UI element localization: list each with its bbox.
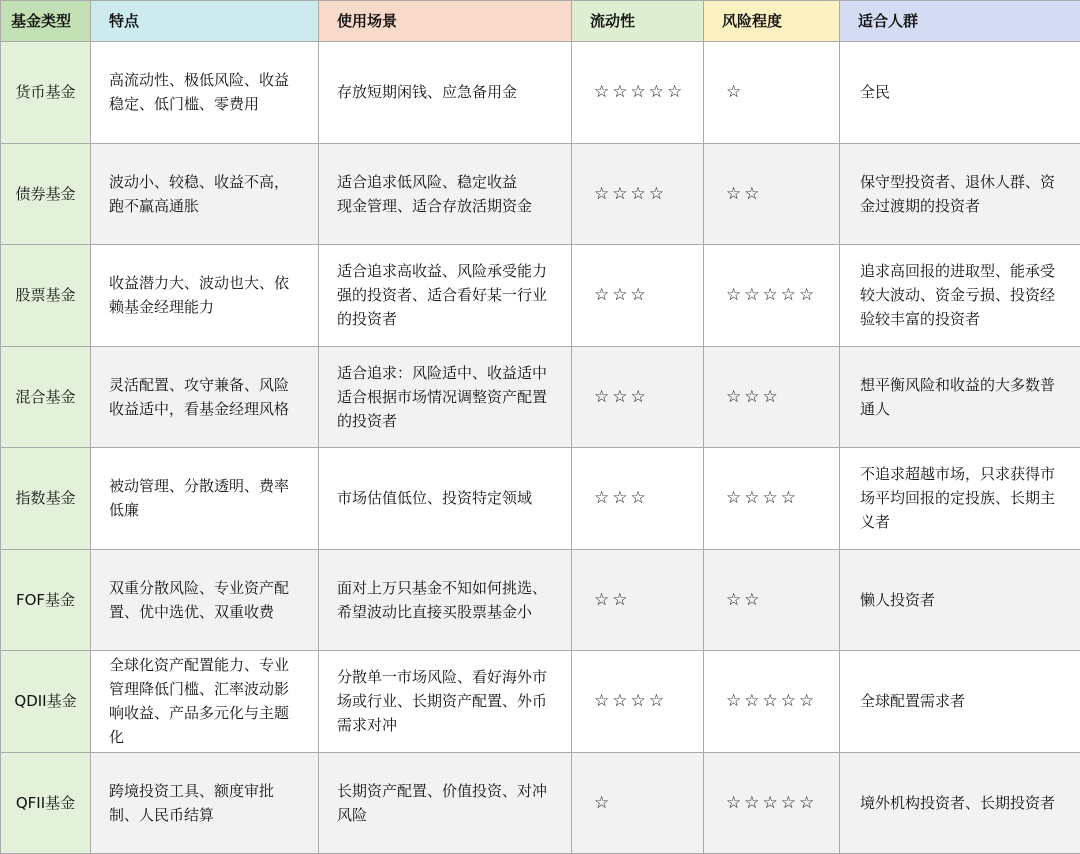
- header-row: [1, 1, 1080, 42]
- fund-type-cell: 股票基金: [1, 245, 91, 347]
- audience-cell: 全球配置需求者: [840, 651, 1080, 753]
- risk-rating: ☆☆☆☆☆: [704, 651, 840, 753]
- liquidity-rating: ☆☆☆☆: [572, 651, 704, 753]
- header-usage: 使用场景: [319, 1, 572, 42]
- audience-cell: 想平衡风险和收益的大多数普通人: [840, 346, 1080, 448]
- features-cell: 波动小、较稳、收益不高，跑不赢高通胀: [91, 143, 319, 245]
- header-fund-type: 基金类型: [1, 1, 91, 42]
- risk-rating: ☆☆☆☆☆: [704, 245, 840, 347]
- fund-type-cell: FOF基金: [1, 549, 91, 651]
- risk-rating: ☆☆: [704, 143, 840, 245]
- liquidity-rating: ☆☆☆☆: [572, 143, 704, 245]
- table-row: [1, 448, 1080, 550]
- usage-cell: 分散单一市场风险、看好海外市场或行业、长期资产配置、外币需求对冲: [319, 651, 572, 753]
- audience-cell: 境外机构投资者、长期投资者: [840, 752, 1080, 854]
- header-features: 特点: [91, 1, 319, 42]
- risk-rating: ☆: [704, 42, 840, 144]
- table-row: [1, 651, 1080, 753]
- table-row: [1, 42, 1080, 144]
- header-risk: 风险程度: [704, 1, 840, 42]
- audience-cell: 不追求超越市场，只求获得市场平均回报的定投族、长期主义者: [840, 448, 1080, 550]
- liquidity-rating: ☆☆☆: [572, 346, 704, 448]
- table-row: [1, 143, 1080, 245]
- features-cell: 收益潜力大、波动也大、依赖基金经理能力: [91, 245, 319, 347]
- risk-rating: ☆☆☆: [704, 346, 840, 448]
- liquidity-rating: ☆☆☆: [572, 245, 704, 347]
- usage-cell: 市场估值低位、投资特定领域: [319, 448, 572, 550]
- audience-cell: 懒人投资者: [840, 549, 1080, 651]
- usage-cell: 适合追求高收益、风险承受能力强的投资者、适合看好某一行业的投资者: [319, 245, 572, 347]
- liquidity-rating: ☆: [572, 752, 704, 854]
- risk-rating: ☆☆☆☆: [704, 448, 840, 550]
- usage-cell: 存放短期闲钱、应急备用金: [319, 42, 572, 144]
- usage-cell: 长期资产配置、价值投资、对冲风险: [319, 752, 572, 854]
- audience-cell: 保守型投资者、退休人群、资金过渡期的投资者: [840, 143, 1080, 245]
- table-row: [1, 346, 1080, 448]
- features-cell: 被动管理、分散透明、费率低廉: [91, 448, 319, 550]
- liquidity-rating: ☆☆☆: [572, 448, 704, 550]
- usage-cell: 适合追求：风险适中、收益适中 适合根据市场情况调整资产配置的投资者: [319, 346, 572, 448]
- usage-cell: 适合追求低风险、稳定收益 现金管理、适合存放活期资金: [319, 143, 572, 245]
- risk-rating: ☆☆☆☆☆: [704, 752, 840, 854]
- header-audience: 适合人群: [840, 1, 1080, 42]
- fund-type-cell: QFII基金: [1, 752, 91, 854]
- liquidity-rating: ☆☆: [572, 549, 704, 651]
- fund-type-cell: 指数基金: [1, 448, 91, 550]
- header-liquidity: 流动性: [572, 1, 704, 42]
- features-cell: 高流动性、极低风险、收益稳定、低门槛、零费用: [91, 42, 319, 144]
- table-row: [1, 752, 1080, 854]
- table-row: [1, 245, 1080, 347]
- risk-rating: ☆☆: [704, 549, 840, 651]
- features-cell: 灵活配置、攻守兼备、风险收益适中，看基金经理风格: [91, 346, 319, 448]
- features-cell: 跨境投资工具、额度审批制、人民币结算: [91, 752, 319, 854]
- fund-type-cell: QDII基金: [1, 651, 91, 753]
- audience-cell: 全民: [840, 42, 1080, 144]
- features-cell: 全球化资产配置能力、专业管理降低门槛、汇率波动影响收益、产品多元化与主题化: [91, 651, 319, 753]
- fund-type-cell: 货币基金: [1, 42, 91, 144]
- liquidity-rating: ☆☆☆☆☆: [572, 42, 704, 144]
- features-cell: 双重分散风险、专业资产配置、优中选优、双重收费: [91, 549, 319, 651]
- table-row: [1, 549, 1080, 651]
- fund-type-cell: 混合基金: [1, 346, 91, 448]
- usage-cell: 面对上万只基金不知如何挑选、希望波动比直接买股票基金小: [319, 549, 572, 651]
- fund-type-cell: 债券基金: [1, 143, 91, 245]
- audience-cell: 追求高回报的进取型、能承受较大波动、资金亏损、投资经验较丰富的投资者: [840, 245, 1080, 347]
